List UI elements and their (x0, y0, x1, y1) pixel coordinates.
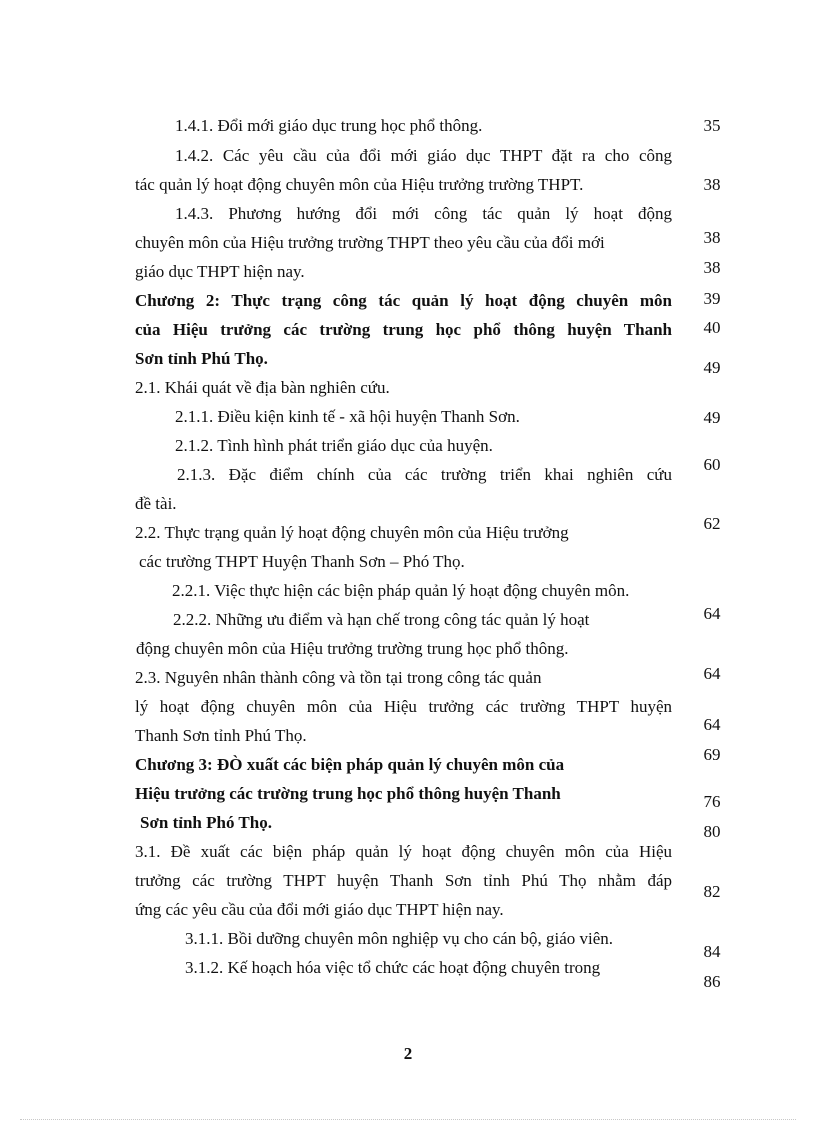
toc-entry-2-3-cont: lý hoạt động chuyên môn của Hiệu trưởng các trường THPT huyện (135, 697, 672, 716)
toc-chapter-3-cont: Hiệu trưởng các trường trung học phổ thông huyện Thanh (135, 784, 561, 803)
page-ref: 64 (703, 715, 721, 734)
footer-page-number: 2 (403, 1044, 413, 1063)
toc-entry-3-1-2: 3.1.2. Kế hoạch hóa việc tổ chức các hoạt động chuyên trong (185, 958, 601, 977)
toc-entry-2-2-1: 2.2.1. Việc thực hiện các biện pháp quản lý hoạt động chuyên môn. (172, 581, 630, 600)
page-ref: 84 (703, 942, 721, 961)
page-bottom-divider (20, 1119, 796, 1120)
toc-entry-2-2: 2.2. Thực trạng quản lý hoạt động chuyên môn của Hiệu trưởng (135, 523, 569, 542)
page-ref: 60 (703, 455, 721, 474)
page-ref: 39 (703, 289, 721, 308)
toc-entry-3-1-1: 3.1.1. Bồi dưỡng chuyên môn nghiệp vụ cho cán bộ, giáo viên. (185, 929, 614, 948)
page-ref: 69 (703, 745, 721, 764)
toc-chapter-2-cont2: Sơn tỉnh Phú Thọ. (135, 349, 268, 368)
toc-chapter-3-cont2: Sơn tỉnh Phó Thọ. (140, 813, 272, 832)
toc-entry-2-1-3: 2.1.3. Đặc điểm chính của các trường triển khai nghiên cứu (177, 465, 672, 484)
toc-entry-1-4-1: 1.4.1. Đổi mới giáo dục trung học phổ thông. (175, 116, 483, 135)
page-ref: 82 (703, 882, 721, 901)
toc-entry-2-1-2: 2.1.2. Tình hình phát triển giáo dục của huyện. (175, 436, 493, 455)
toc-entry-1-4-3-cont2: giáo dục THPT hiện nay. (135, 262, 305, 281)
toc-entry-2-1-3-cont: đề tài. (135, 494, 177, 513)
toc-entry-3-1-cont: trưởng các trường THPT huyện Thanh Sơn tỉnh Phú Thọ nhằm đáp (135, 871, 672, 890)
page-ref: 38 (703, 228, 721, 247)
page-ref: 64 (703, 604, 721, 623)
toc-entry-2-2-2: 2.2.2. Những ưu điểm và hạn chế trong công tác quản lý hoạt (173, 610, 590, 629)
page-ref: 64 (703, 664, 721, 683)
toc-entry-2-2-cont: các trường THPT Huyện Thanh Sơn – Phó Thọ. (139, 552, 465, 571)
toc-entry-1-4-2-cont: tác quản lý hoạt động chuyên môn của Hiệu trưởng trường THPT. (135, 175, 584, 194)
toc-entry-3-1-cont2: ứng các yêu cầu của đổi mới giáo dục THPT hiện nay. (135, 900, 504, 919)
page-ref: 40 (703, 318, 721, 337)
page-ref: 49 (703, 358, 721, 377)
page-ref: 62 (703, 514, 721, 533)
toc-entry-1-4-3: 1.4.3. Phương hướng đổi mới công tác quản lý hoạt động (175, 204, 672, 223)
toc-entry-2-1: 2.1. Khái quát về địa bàn nghiên cứu. (135, 378, 390, 397)
toc-chapter-2: Chương 2: Thực trạng công tác quản lý hoạt động chuyên môn (135, 291, 672, 310)
toc-entry-3-1: 3.1. Đề xuất các biện pháp quản lý hoạt động chuyên môn của Hiệu (135, 842, 672, 861)
page-ref: 49 (703, 408, 721, 427)
toc-entry-2-1-1: 2.1.1. Điều kiện kinh tế - xã hội huyện Thanh Sơn. (175, 407, 520, 426)
toc-entry-1-4-3-cont: chuyên môn của Hiệu trưởng trường THPT theo yêu cầu của đổi mới (135, 233, 605, 252)
page-ref: 80 (703, 822, 721, 841)
toc-entry-2-3-cont2: Thanh Sơn tỉnh Phú Thọ. (135, 726, 307, 745)
page-ref: 38 (703, 175, 721, 194)
toc-chapter-2-cont: của Hiệu trưởng các trường trung học phổ thông huyện Thanh (135, 320, 672, 339)
toc-entry-2-3: 2.3. Nguyên nhân thành công và tồn tại trong công tác quản (135, 668, 542, 687)
toc-entry-1-4-2: 1.4.2. Các yêu cầu của đổi mới giáo dục THPT đặt ra cho công (175, 146, 672, 165)
page-ref: 35 (703, 116, 721, 135)
page-ref: 86 (703, 972, 721, 991)
page-ref: 76 (703, 792, 721, 811)
toc-chapter-3: Chương 3: ĐÒ xuất các biện pháp quản lý chuyên môn của (135, 755, 565, 774)
toc-entry-2-2-2-cont: động chuyên môn của Hiệu trưởng trường trung học phổ thông. (136, 639, 569, 658)
page-ref: 38 (703, 258, 721, 277)
